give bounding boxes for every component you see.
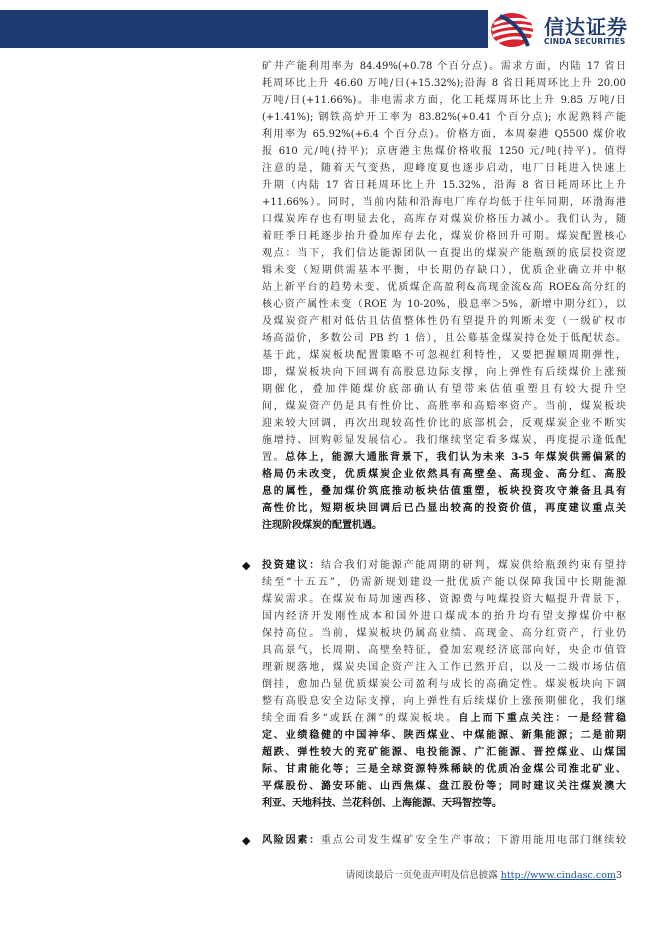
text-line [262, 228, 626, 245]
text-line [262, 500, 626, 517]
paragraph-market-review [262, 58, 626, 534]
line-text: 煤炭需求。在煤炭布局加速西移、资源费与吨煤投资大幅提升背景下， [262, 594, 626, 605]
text-line [262, 659, 626, 676]
line-text: 及煤炭资产相对低估且估值整体性仍有望提升的判断未变（一级矿权市 [262, 316, 626, 327]
line-text: 具高景气，长周期、高壁垒特征，叠加宏观经济底部向好，央企市值管 [262, 645, 626, 656]
text-line [262, 398, 626, 415]
text-line [262, 744, 626, 761]
line-text: 基于此，煤炭板块配置策略不可忽视红利特性，又要把握顺周期弹性， [262, 350, 626, 361]
line-text: 辑未变（短期供需基本平衡，中长期仍存缺口），优质企业确立并中枢 [262, 265, 626, 276]
text-line [262, 194, 626, 211]
text-line [262, 211, 626, 228]
text-line [262, 625, 626, 642]
text-line [262, 517, 626, 534]
line-text: 续至“十五五”，仍需新规划建设一批优质产能以保障我国中长期能源 [262, 577, 626, 588]
logo [490, 8, 660, 52]
bold-text: 超跌、弹性较大的兖矿能源、电投能源、广汇能源、晋控煤业、山煤国 [262, 747, 626, 758]
line-text: 升期（内陆 17 省日耗周环比上升 15.32%，沿海 8 省日耗周环比上升 [262, 180, 626, 191]
text-line [262, 778, 626, 795]
line-text: 续全面看多“或跃在渊”的煤炭板块。 [262, 713, 459, 724]
line-text: (+1.41%); 钢铁高炉开工率为 83.82%(+0.41 个百分点); 水泥熟料产能 [262, 112, 626, 123]
line-text: 倒挂，愈加凸显优质煤炭公司盈利与成长的高确定性。煤炭板块向下调 [262, 679, 626, 690]
line-text: 国内经济开发刚性成本和国外进口煤成本的抬升均有望支撑煤价中枢 [262, 611, 626, 622]
line-text: 重点公司发生煤矿安全生产事故；下游用能用电部门继续较 [321, 835, 626, 846]
text-line [262, 296, 626, 313]
text-line [262, 415, 626, 432]
text-line [262, 608, 626, 625]
bullet-diamond-icon: ◆ [242, 559, 251, 572]
line-text: 利用率为 65.92%(+6.4 个百分点)。价格方面，本周秦港 Q5500 煤价收 [262, 129, 626, 140]
footer-disclaimer: 请阅读最后一页免责声明及信息披露 [345, 870, 501, 881]
text-line [262, 676, 626, 693]
text-line [262, 126, 626, 143]
text-line [262, 483, 626, 500]
line-text: 站上新平台的趋势未变、优质煤企高盈利&高现金流&高 ROE&高分红的 [262, 282, 626, 293]
line-text: 迎来较大回调，再次出现较高性价比的底部机会，反观煤炭企业不断实 [262, 418, 626, 429]
text-line [262, 432, 626, 449]
text-line [262, 92, 626, 109]
text-line [262, 693, 626, 710]
text-line [262, 591, 626, 608]
line-text: 注意的是，随着天气变热，迎峰度夏也逐步启动，电厂日耗进入快速上 [262, 163, 626, 174]
text-line [262, 160, 626, 177]
line-text: 核心资产属性未变（ROE 为 10-20%，股息率＞5%，新增中期分红），以 [262, 299, 626, 310]
line-text: 报 610 元/吨(持平)；京唐港主焦煤价格收报 1250 元/吨(持平)。值得 [262, 146, 626, 157]
text-line [262, 381, 626, 398]
line-text: +11.66%）。同时，当前内陆和沿海电厂库存均低于往年同期，环渤海港 [262, 197, 626, 208]
bold-text: 平煤股份、潞安环能、山西焦煤、盘江股份等；同时建议关注煤炭澳大 [262, 781, 626, 792]
line-text: 场高溢价，多数公司 PB 约 1 倍），且公募基金煤炭持仓处于低配状态。 [262, 333, 626, 344]
line-text: 矿井产能利用率为 84.49%(+0.78 个百分点)。需求方面，内陆 17 省日 [262, 61, 626, 72]
bold-text: 息的属性，叠加煤价筑底推动板块估值重塑，板块投资攻守兼备且具有 [262, 486, 626, 497]
bold-text: 际、甘肃能化等；三是全球资源特殊稀缺的优质冶金煤公司淮北矿业、 [262, 764, 626, 775]
bold-text: 利亚、天地科技、兰花科创、上海能源、天玛智控等。 [262, 798, 502, 809]
bold-text: 注现阶段煤炭的配置机遇。 [262, 520, 382, 531]
footer-website-link[interactable]: http://www.cindasc.com [500, 870, 616, 881]
text-line [262, 330, 626, 347]
section-heading: 投资建议： [262, 560, 321, 571]
text-line [262, 313, 626, 330]
text-line [262, 262, 626, 279]
bold-text: 定、业绩稳健的中国神华、陕西煤业、中煤能源、新集能源；二是前期 [262, 730, 626, 741]
text-line [262, 245, 626, 262]
line-text: 即，煤炭板块向下回调有高股息边际支撑，向上弹性有后续煤价上涨预 [262, 367, 626, 378]
logo-english-name: CINDA SECURITIES [544, 37, 626, 46]
bold-text: 自上而下重点关注：一是经营稳 [458, 713, 626, 724]
text-line [262, 761, 626, 778]
logo-chinese-name: 信达证券 [544, 15, 628, 39]
text-line [262, 832, 626, 849]
text-line [262, 143, 626, 160]
line-text: 间，煤炭资产仍是具有性价比、高胜率和高赔率资产。当前，煤炭板块 [262, 401, 626, 412]
paragraph-investment-advice [262, 557, 626, 812]
text-line [262, 449, 626, 466]
line-text: 口煤炭库存也有明显去化，高库存对煤炭价格压力减小。我们认为，随 [262, 214, 626, 225]
cinda-logo-icon [490, 10, 540, 50]
text-line [262, 727, 626, 744]
text-line [262, 177, 626, 194]
line-text: 保持高位。当前，煤炭板块仍属高业绩、高现金、高分红资产，行业仍 [262, 628, 626, 639]
header-bar [0, 10, 488, 48]
line-text: 结合我们对能源产能周期的研判，煤炭供给瓶颈约束有望持 [321, 560, 626, 571]
paragraph-risk-factors [262, 832, 626, 849]
text-line [262, 58, 626, 75]
page-footer [0, 867, 622, 881]
bold-text: 总体上，能源大通胀背景下，我们认为未来 3-5 年煤炭供需偏紧的 [285, 452, 626, 463]
text-line [262, 710, 626, 727]
bullet-diamond-icon: ◆ [242, 834, 251, 847]
text-line [262, 279, 626, 296]
text-line [262, 364, 626, 381]
text-line [262, 574, 626, 591]
bold-text: 格局仍未改变，优质煤炭企业依然具有高壁垒、高现金、高分红、高股 [262, 469, 626, 480]
text-line [262, 347, 626, 364]
page-number: 3 [615, 870, 622, 881]
line-text: 施增持、回购彰显发展信心。我们继续坚定看多煤炭，再度提示逢低配 [262, 435, 626, 446]
line-text: 理新规落地，煤炭央国企资产注入工作已然开启，以及一二级市场估值 [262, 662, 626, 673]
line-text: 着旺季日耗逐步抬升叠加库存去化，煤炭价格回升可期。煤炭配置核心 [262, 231, 626, 242]
text-line [262, 75, 626, 92]
text-line [262, 795, 626, 812]
line-text: 观点：当下，我们信达能源团队一直提出的煤炭产能瓶颈的底层投资逻 [262, 248, 626, 259]
line-text: 置。 [262, 452, 286, 463]
text-line [262, 557, 626, 574]
line-text: 整有高股息安全边际支撑，向上弹性有后续煤价上涨预期催化，我们继 [262, 696, 626, 707]
text-line [262, 642, 626, 659]
line-text: 耗周环比上升 46.60 万吨/日(+15.32%);沿海 8 省日耗周环比上升 20.00 [262, 78, 626, 89]
text-line [262, 109, 626, 126]
bold-text: 高性价比，短期板块回调后已凸显出较高的投资价值，再度建议重点关 [262, 503, 626, 514]
line-text: 万吨/日(+11.66%)。非电需求方面，化工耗煤周环比上升 9.85 万吨/日 [262, 95, 626, 106]
section-heading: 风险因素： [262, 835, 321, 846]
line-text: 期催化，叠加伴随煤价底部确认有望带来估值重塑且有较大提升空 [262, 384, 626, 395]
text-line [262, 466, 626, 483]
